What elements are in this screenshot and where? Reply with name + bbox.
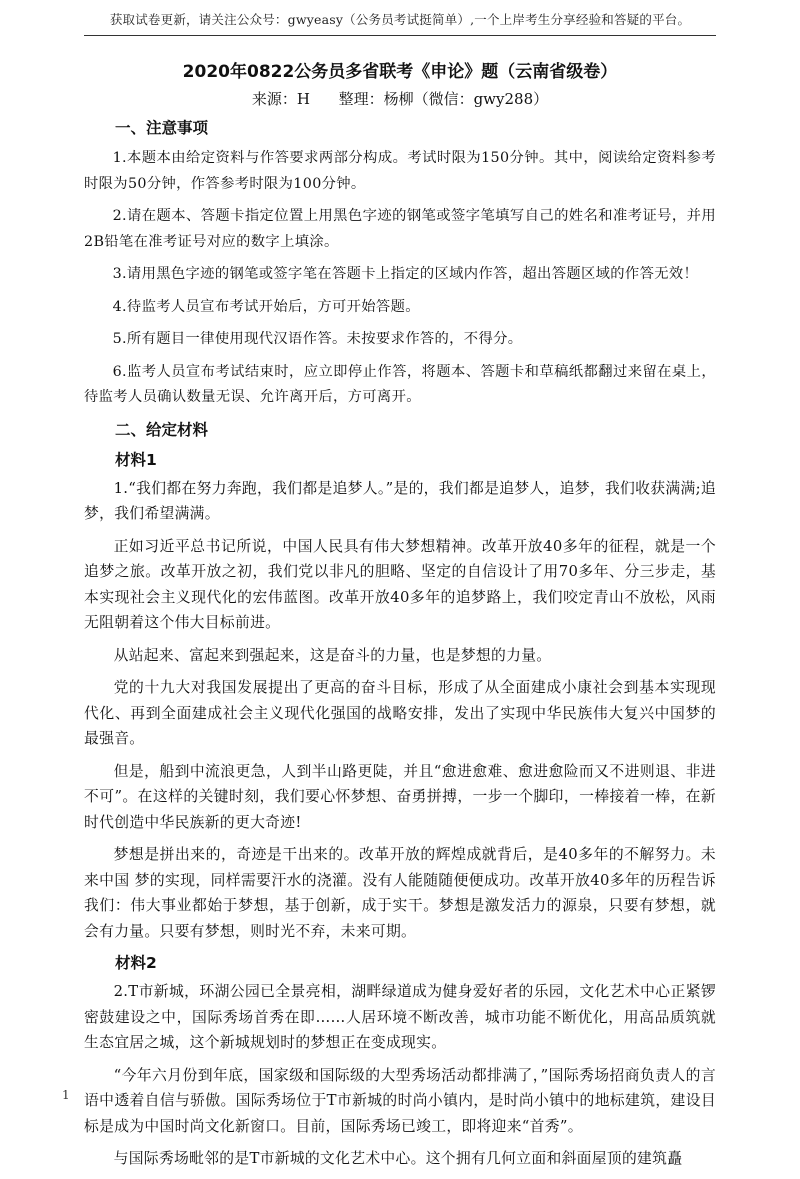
material-paragraph: 正如习近平总书记所说，中国人民具有伟大梦想精神。改革开放40多年的征程，就是一个追梦之旅。改革开放之初，我们党以非凡的胆略、坚定的自信设计了用70多年、分三步走，基本实现社会主义现代化的宏伟蓝图。改革开放40多年的追梦路上，我们咬定青山不放松，风雨无阻朝着这个伟大目标前进。 (84, 537, 716, 631)
material-paragraph: 但是，船到中流浪更急，人到半山路更陡，并且“愈进愈难、愈进愈险而又不进则退、非进不可”。在这样的关键时刻，我们要心怀梦想、奋勇拼搏，一步一个脚印，一棒接着一棒，在新时代创造中华民族新的更大奇迹! (84, 762, 716, 831)
material-paragraph: 梦想是拼出来的，奇迹是干出来的。改革开放的辉煌成就背后，是40多年的不解努力。未来中国 梦的实现，同样需要汗水的浇灌。没有人能随随便便成功。改革开放40多年的历程告诉我们：伟大事业都始于梦想，基于创新，成于实干。梦想是激发活力的源泉，只要有梦想，就会有力量。只要有梦想，则时光不弃，未来可期。 (84, 846, 716, 940)
note-item: 3.请用黑色字迹的钢笔或签字笔在答题卡上指定的区域内作答，超出答题区域的作答无效！ (112, 266, 699, 282)
document-body (84, 58, 716, 1179)
material-paragraph: 党的十九大对我国发展提出了更高的奋斗目标，形成了从全面建成小康社会到基本实现现代化、再到全面建成社会主义现代化强国的战略安排，发出了实现中华民族伟大复兴中国梦的最强音。 (84, 679, 716, 747)
page-title: 2020年0822公务员多省联考《申论》题（云南省级卷） (182, 62, 618, 82)
material-2-label: 材料2 (115, 954, 157, 972)
section-heading-materials: 二、给定材料 (115, 420, 209, 439)
note-item: 5.所有题目一律使用现代汉语作答。未按要求作答的，不得分。 (112, 331, 523, 347)
header-divider (84, 35, 716, 36)
material-paragraph: 1.“我们都在努力奔跑，我们都是追梦人。”是的，我们都是追梦人，追梦，我们收获满满;追梦，我们希望满满。 (84, 479, 716, 522)
source-line: 来源：H 整理：杨柳（微信：gwy288） (251, 90, 549, 108)
note-item: 2.请在题本、答题卡指定位置上用黑色字迹的钢笔或签字笔填写自己的姓名和准考证号，并用2B铅笔在准考证号对应的数字上填涂。 (84, 208, 716, 250)
header-note: 获取试卷更新，请关注公众号：gwyeasy（公务员考试挺简单）,一个上岸考生分享经验和答疑的平台。 (109, 12, 691, 27)
material-paragraph: “今年六月份到年底，国家级和国际级的大型秀场活动都排满了，”国际秀场招商负责人的言语中透着自信与骄傲。国际秀场位于T市新城的时尚小镇内，是时尚小镇中的地标建筑，建设目标是成为中国时尚文化新窗口。目前，国际秀场已竣工，即将迎来“首秀”。 (84, 1066, 716, 1135)
material-paragraph: 2.T市新城，环湖公园已全景亮相，湖畔绿道成为健身爱好者的乐园，文化艺术中心正紧锣密鼓建设之中，国际秀场首秀在即……人居环境不断改善，城市功能不断优化，用高品质筑就生态宜居之城，这个新城规划时的梦想正在变成现实。 (84, 983, 716, 1051)
section-heading-notes: 一、注意事项 (115, 119, 209, 137)
material-1-label: 材料1 (115, 450, 157, 469)
page-number: 1 (62, 1088, 70, 1102)
material-paragraph: 与国际秀场毗邻的是T市新城的文化艺术中心。这个拥有几何立面和斜面屋顶的建筑矗 (113, 1150, 683, 1167)
material-paragraph: 从站起来、富起来到强起来，这是奋斗的力量，也是梦想的力量。 (113, 646, 552, 664)
note-item: 6.监考人员宣布考试结束时，应立即停止作答，将题本、答题卡和草稿纸都翻过来留在桌上，待监考人员确认数量无误、允许离开后，方可离开。 (84, 363, 716, 405)
note-item: 4.待监考人员宣布考试开始后，方可开始答题。 (112, 298, 420, 315)
note-item: 1.本题本由给定资料与作答要求两部分构成。考试时限为150分钟。其中，阅读给定资料参考时限为50分钟，作答参考时限为100分钟。 (84, 150, 716, 192)
